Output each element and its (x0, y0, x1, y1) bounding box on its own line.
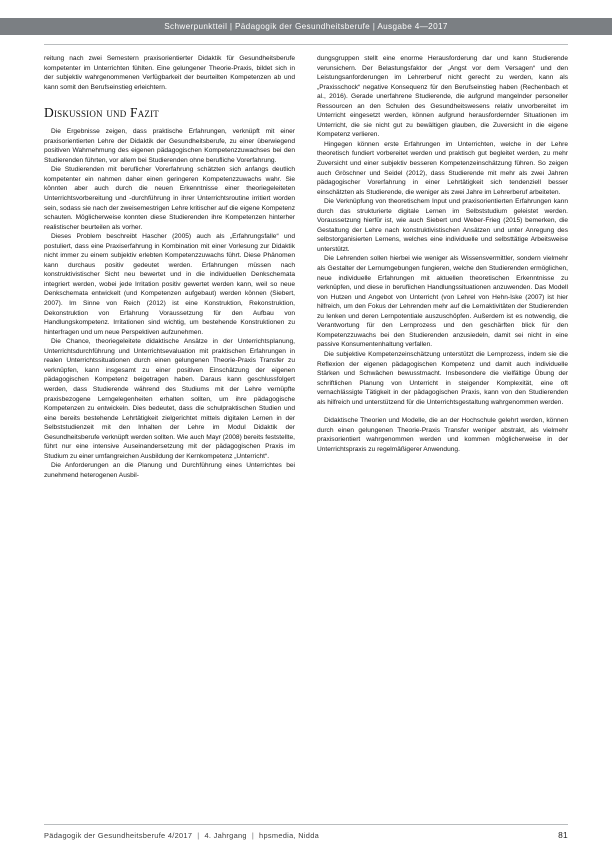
footer-separator-2: | (251, 830, 255, 840)
paragraph: Hingegen können erste Erfahrungen im Unterrichten, welche in der Lehre theoretisch fundiert vorbereitet werden und praktisch gut begleitet werden, zu mehr Zuversicht und einer subjektiv besseren Kompetenzeinschätzung führen. So zeigen auch Gröschner und Seidel (2012), dass Studierende mit mehr als zwei Jahren pädagogischer Vorerfahrung in einer Lehrtätigkeit sich tendenziell besser einschätzten als Studierende, die weniger als zwei Jahre im Lehrerberuf arbeiteten. (317, 140, 568, 196)
footer-separator-1: | (197, 830, 200, 840)
paragraph: Die Anforderungen an die Planung und Durchführung eines Unterrichtes bei zunehmend heterogenen Ausbil- (44, 462, 295, 479)
footer-volume: 4. Jahrgang (204, 830, 247, 840)
paragraph: Die Ergebnisse zeigen, dass praktische Erfahrungen, verknüpft mit einer praxisorientierten Lehre der Didaktik der Gesundheitsberufe, zu einer überwiegend positiven Wahrnehmung des eigenen pädagogischen Kompetenzzuwachses bei den Studierenden führten, vor allem bei Studierenden ohne berufliche Vorerfahrung. (44, 128, 295, 164)
paragraph: Die Lehrenden sollen hierbei wie weniger als Wissensvermittler, sondern vielmehr als Gestalter der Lernumgebungen fungieren, welche den Studierenden ermöglichen, neue individuelle Erfahrungen mit aktuellen theoretischen Erkenntnisse zu verknüpfen, und diese in beruflichen Handlungssituationen anzuwenden. Das Modell von Hutzen und Angebot von Unterricht (von Lehrel von Hehn-Iske (2007) ist hier hilfreich, um den Fokus der Lehrenden mehr auf die Lernaktivitäten der Studierenden zu lenken und deren Lernpotentiale auszuschöpfen. Außerdem ist es notwendig, die Verantwortung für den Lernprozess und den geschärften blick für den Kompetenzzuwachs bei den Studierenden anzusiedeln, damit sei nicht in eine passive Konsumentenhaltung verfallen. (317, 255, 568, 349)
paragraph: Didaktische Theorien und Modelle, die an der Hochschule gelehrt werden, können durch einen gelungenen Theorie-Praxis Transfer weniger abstrakt, als vielmehr praxisorientiert wahrgenommen werden und kommen möglicherweise in der Unterrichtspraxis zu regelmäßigerer Anwendung. (317, 417, 568, 453)
paragraph: Die Studierenden mit beruflicher Vorerfahrung schätzten sich anfangs deutlich kompetenter ein nahmen daher einen geringeren Kompetenzzuwachs wahr. Sie könnten aber auch durch die neuen Erkenntnisse einer theoriegeleiteten Unterrichtsvorbereitung und -durchführung in ihrer Unterrichtsroutine irritiert worden sein, sodass sie nach der zweisemestrigen Lehre kritischer auf die eigene Kompetenz schauten. Möglicherweise konnten diese Studierenden ihre Kompetenzen hinterher realistischer beurteilen als vorher. (44, 166, 295, 231)
page-number: 81 (558, 830, 568, 840)
paragraph: reitung nach zwei Semestern praxisorientierter Didaktik für Gesundheitsberufe kompetenter im Unterrichten fühlten. Eine gelungener Theorie-Praxis, bildet sich in der subjektiv wahrgenommenen Verfügbarkeit der beurteilten Kompetenzen ab und kann somit den Berufseinstieg erleichtern. (44, 55, 295, 91)
footer-publisher: hpsmedia, Nidda (259, 830, 320, 840)
footer-journal-title: Pädagogik der Gesundheitsberufe 4/2017 (44, 830, 193, 840)
paragraph: Dieses Problem beschreibt Hascher (2005) auch als „Erfahrungsfalle“ und postuliert, dass eine Praxiserfahrung in Kombination mit einer Vorlesung zur Didaktik nicht immer zu einem subjektiv erlebten Kompetenzzuwachs führt. Diese Phänomen kann durchaus positiv gedeutet werden. Erfahrungen müssen nach konstruktivistischer Sicht neu bewertet und in die individuellen Denkschemata integriert werden, wobei jede Irritation positiv gewertet werden kann, weil so neue Denkschemata entwickelt (und Kompetenzen aufgebaut) werden können (Siebert, 2007). Im Sinne von Reich (2012) ist eine Konstruktion, Rekonstruktion, Dekonstruktion von Erfahrung Voraussetzung für den Aufbau von Handlungskompetenz. Irritationen sind wichtig, um bestehende Konstruktionen zu hinterfragen und um neue Perspektiven aufzunehmen. (44, 233, 295, 336)
two-column-body (44, 54, 568, 800)
page-footer (44, 829, 568, 841)
footer-divider (44, 824, 568, 825)
paragraph: dungsgruppen stellt eine enorme Herausforderung dar und kann Studierende verunsichern. Der Belastungsfaktor der „Angst vor dem Versagen“ und den Leistungsanforderungen im Lehrerberuf nicht gerecht zu werden, kann als „Praxisschock“ negative Konsequenz für den Berufseinstieg haben (Rechenbach et al., 2016). Gerade unerfahrene Studierende, die aufgrund mangelnder personeller Ressourcen an den Schulen des Gesundheitswesens relativ unvorbereitet im Unterricht eingesetzt werden, können aufgrund herausfordernder Situationen im Unterricht, die sie nicht gut zu bewältigen glauben, die Zuversicht in die eigene Kompetenz verlieren. (317, 55, 568, 139)
footer-left-group (44, 831, 319, 840)
paragraph: Die subjektive Kompetenzeinschätzung unterstützt die Lernprozess, indem sie die Reflexion der eigenen pädagogischen Kompetenz und damit auch individuelle Stärken und Schwächen bewusstmacht. Insbesondere die vielfältige Übung der schriftlichen Planung von Unterricht in steigender Komplexität, eine oft vernachlässigte Tätigkeit in der pädagogischen Praxis, kann von den Studierenden als hilfreich und unterstützend für die Unterrichtsgestaltung wahrgenommen werden. (317, 350, 568, 406)
paragraph: Die Chance, theoriegeleitete didaktische Ansätze in der Unterrichtsplanung, Unterrichtsdurchführung und Unterrichtsevaluation mit praktischen Erfahrungen in realen Unterrichtssituationen durch einen gelungenen Theorie-Praxis Transfer zu verknüpfen, kann insgesamt zu einer positiven Einschätzung der eigenen pädagogischen Kompetenz beigetragen haben. Daraus kann geschlussfolgert werden, dass Studierende während des Studiums mit der Lehre vernüpfte praxisbezogene Lerngelegenheiten erhalten sollten, um ihre pädagogische Kompetenzen zu entwickeln. Dies bedeutet, dass die schulpraktischen Studien und eine bereits bestehende Lehrtätigkeit zielgerichtet mittels digitalen Lernen in der Selbststudienzeit mit den Inhalten der Lehre im Modul Didaktik der Gesundheitsberufe verknüpft werden sollten. Wie auch Mayr (2008) bereits feststellte, führt nur eine intensive Auseinandersetzung mit der pädagogischen Praxis im Studium zu einer umfangreichen Ausbildung der Kernkompetenz „Unterricht“. (44, 338, 295, 460)
header-title: Schwerpunktteil | Pädagogik der Gesundheitsberufe | Ausgabe 4—2017 (164, 22, 448, 31)
section-heading: Diskussion und Fazit (44, 105, 160, 121)
left-column (44, 54, 295, 800)
header-divider (44, 44, 568, 45)
page-header-banner (0, 18, 612, 35)
right-column (317, 54, 568, 800)
paragraph: Die Verknüpfung von theoretischem Input und praxisorientierten Erfahrungen kann durch das strukturierte digitale Lernen im Selbststudium geleistet werden. Voraussetzung hierfür ist, wie auch Siebert und Weber-Frieg (2015) bemerken, die Gestaltung der Lehre nach konstruktivistischen Ansätzen und unter Anregung des selbstorganisierten Lernens, welches eine individuelle und selbsttätige Arbeitsweise unterstützt. (317, 198, 568, 253)
